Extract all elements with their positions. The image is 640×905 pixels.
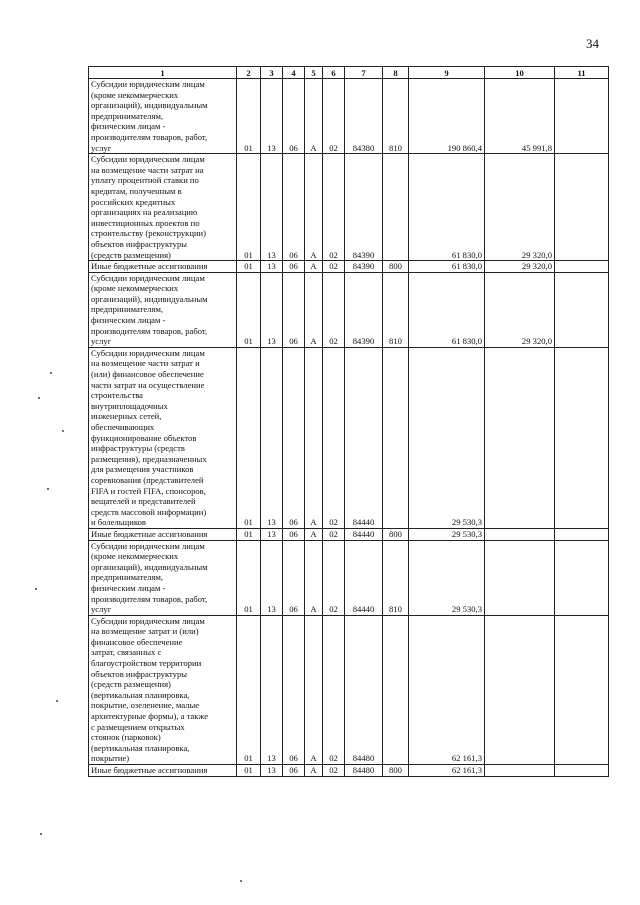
page-number: 34 (586, 36, 599, 51)
row-description (89, 272, 237, 347)
description-line: (кроме некоммерческих (91, 551, 179, 562)
description-line: физическим лицам - (91, 315, 166, 326)
table-cell: 06 (283, 261, 305, 273)
table-cell: 06 (283, 347, 305, 528)
description-line: предпринимателям, (91, 110, 164, 121)
description-line: Субсидии юридическим лицам (91, 540, 205, 551)
table-cell (485, 540, 555, 615)
description-line: Субсидии юридическим лицам (91, 347, 205, 358)
table-cell: 29 320,0 (485, 261, 555, 273)
table-cell (383, 615, 409, 764)
table-cell: 02 (323, 615, 345, 764)
table-cell: 84480 (345, 615, 383, 764)
table-row (89, 261, 609, 273)
table-row (89, 272, 609, 347)
description-line: услуг (91, 604, 112, 615)
table-cell: А (305, 272, 323, 347)
table-cell: 13 (261, 615, 283, 764)
column-header: 9 (409, 67, 485, 79)
table-cell: 06 (283, 79, 305, 154)
table-cell: 61 830,0 (409, 272, 485, 347)
table-cell: 61 830,0 (409, 261, 485, 273)
description-line: FIFA и гостей FIFA, спонсоров, (91, 485, 206, 496)
table-cell: 29 530,3 (409, 528, 485, 540)
table-cell: 800 (383, 261, 409, 273)
description-line: Иные бюджетные ассигнования (91, 261, 208, 272)
table-cell: 13 (261, 261, 283, 273)
table-cell: 84440 (345, 540, 383, 615)
column-header: 2 (237, 67, 261, 79)
table-cell: 01 (237, 528, 261, 540)
description-line: средств массовой информации) (91, 506, 207, 517)
description-line: физическим лицам - (91, 121, 166, 132)
description-line: вещателей и представителей (91, 496, 196, 507)
row-description (89, 528, 237, 540)
table-cell: 810 (383, 79, 409, 154)
table-cell (555, 765, 609, 777)
table-cell (383, 154, 409, 261)
table-cell (555, 261, 609, 273)
table-cell: 84380 (345, 79, 383, 154)
table-cell: А (305, 615, 323, 764)
description-line: стоянок (парковок) (91, 732, 161, 743)
table-cell (485, 528, 555, 540)
table-cell: 800 (383, 765, 409, 777)
description-line: предпринимателям, (91, 572, 164, 583)
row-description (89, 79, 237, 154)
description-line: строительству (реконструкции) (91, 228, 207, 239)
table-cell: 13 (261, 79, 283, 154)
table-cell: 13 (261, 154, 283, 261)
table-cell: 13 (261, 272, 283, 347)
column-header: 10 (485, 67, 555, 79)
scan-speck (240, 880, 242, 882)
table-cell: 29 320,0 (485, 154, 555, 261)
description-line: объектов инфраструктуры (91, 238, 188, 249)
table-cell: 62 161,3 (409, 765, 485, 777)
description-line: Иные бюджетные ассигнования (91, 528, 208, 539)
table-cell: 01 (237, 154, 261, 261)
table-body (89, 79, 609, 777)
table-cell: 02 (323, 79, 345, 154)
description-line: Субсидии юридическим лицам (91, 615, 205, 626)
description-line: на возмещение затрат и (или) (91, 626, 199, 637)
description-line: Субсидии юридическим лицам (91, 154, 205, 165)
table-cell: 13 (261, 540, 283, 615)
description-line: части затрат на осуществление (91, 379, 205, 390)
table-cell: А (305, 347, 323, 528)
scan-speck (40, 833, 42, 835)
description-line: Субсидии юридическим лицам (91, 272, 205, 283)
row-description (89, 347, 237, 528)
description-line: (вертикальная планировка, (91, 742, 190, 753)
table-cell (555, 154, 609, 261)
table-cell (555, 347, 609, 528)
row-description (89, 765, 237, 777)
column-header: 3 (261, 67, 283, 79)
description-line: покрытие) (91, 753, 130, 764)
table-cell: 01 (237, 79, 261, 154)
description-line: архитектурные формы), а также (91, 711, 209, 722)
table-cell: 06 (283, 615, 305, 764)
table-row (89, 765, 609, 777)
description-line: Иные бюджетные ассигнования (91, 765, 208, 775)
row-description (89, 154, 237, 261)
table-cell (485, 615, 555, 764)
description-line: инвестиционных проектов по (91, 217, 200, 228)
description-line: внутриплощадочных (91, 400, 168, 411)
table-cell: 84390 (345, 154, 383, 261)
column-header: 5 (305, 67, 323, 79)
description-line: (или) финансовое обеспечение (91, 369, 204, 380)
description-line: инфраструктуры (средств (91, 443, 185, 454)
table-cell: 02 (323, 261, 345, 273)
table-cell: 62 161,3 (409, 615, 485, 764)
budget-table (88, 66, 609, 777)
table-cell: 61 830,0 (409, 154, 485, 261)
table-cell: 02 (323, 528, 345, 540)
table-cell: 190 860,4 (409, 79, 485, 154)
table-cell: 84390 (345, 261, 383, 273)
table-cell: 02 (323, 272, 345, 347)
scan-speck (62, 430, 64, 432)
table-cell (555, 79, 609, 154)
table-cell: 29 530,3 (409, 347, 485, 528)
table-cell: 02 (323, 154, 345, 261)
table-cell: 01 (237, 765, 261, 777)
description-line: (средств размещения) (91, 679, 171, 690)
description-line: размещения), предназначенных (91, 453, 207, 464)
table-cell (485, 347, 555, 528)
table-row (89, 540, 609, 615)
table-header-row (89, 67, 609, 79)
table-cell: 13 (261, 347, 283, 528)
description-line: российских кредитных (91, 196, 176, 207)
scan-speck (56, 700, 58, 702)
table-cell: 01 (237, 272, 261, 347)
description-line: организаций), индивидуальным (91, 100, 208, 111)
table-row (89, 154, 609, 261)
description-line: покрытие, озеленение, малые (91, 700, 200, 711)
table-row (89, 347, 609, 528)
column-header: 7 (345, 67, 383, 79)
table-cell: 810 (383, 540, 409, 615)
table-cell: А (305, 154, 323, 261)
table-cell: А (305, 261, 323, 273)
column-header: 8 (383, 67, 409, 79)
description-line: инженерных сетей, (91, 411, 162, 422)
description-line: производителям товаров, работ, (91, 593, 208, 604)
description-line: (средств размещения) (91, 249, 171, 260)
table-cell: 29 530,3 (409, 540, 485, 615)
table-cell (555, 540, 609, 615)
column-header: 11 (555, 67, 609, 79)
description-line: строительства (91, 390, 143, 401)
description-line: организациях на реализацию (91, 207, 198, 218)
description-line: кредитам, полученным в (91, 185, 182, 196)
description-line: (кроме некоммерческих (91, 89, 179, 100)
description-line: и болельщиков (91, 517, 146, 528)
table-cell: 01 (237, 347, 261, 528)
table-cell: 13 (261, 765, 283, 777)
table-row (89, 615, 609, 764)
table-cell: 06 (283, 528, 305, 540)
description-line: функционирование объектов (91, 432, 197, 443)
table-row (89, 79, 609, 154)
table-cell: 01 (237, 261, 261, 273)
description-line: физическим лицам - (91, 582, 166, 593)
description-line: Субсидии юридическим лицам (91, 79, 205, 89)
description-line: на возмещение части затрат на (91, 164, 204, 175)
description-line: уплату процентной ставки по (91, 175, 199, 186)
table-cell: 06 (283, 765, 305, 777)
table-cell: А (305, 79, 323, 154)
table-cell: 29 320,0 (485, 272, 555, 347)
description-line: производителям товаров, работ, (91, 131, 208, 142)
description-line: организаций), индивидуальным (91, 561, 208, 572)
description-line: услуг (91, 336, 112, 347)
description-line: обеспечивающих (91, 422, 155, 432)
scan-speck (50, 372, 52, 374)
table-cell: 02 (323, 765, 345, 777)
table-cell (555, 528, 609, 540)
table-cell: 84440 (345, 528, 383, 540)
table-cell: 06 (283, 154, 305, 261)
description-line: с размещением открытых (91, 721, 185, 732)
description-line: на возмещение части затрат и (91, 358, 200, 369)
description-line: предпринимателям, (91, 304, 164, 315)
description-line: производителям товаров, работ, (91, 325, 208, 336)
description-line: организаций), индивидуальным (91, 293, 208, 304)
table-cell: 06 (283, 272, 305, 347)
column-header: 6 (323, 67, 345, 79)
table-cell (485, 765, 555, 777)
table-cell: 84480 (345, 765, 383, 777)
description-line: финансовое обеспечение (91, 636, 183, 647)
table-cell: 45 991,8 (485, 79, 555, 154)
description-line: объектов инфраструктуры (91, 668, 188, 679)
table-cell: 02 (323, 347, 345, 528)
row-description (89, 540, 237, 615)
row-description (89, 261, 237, 273)
column-header: 1 (89, 67, 237, 79)
table-cell: А (305, 765, 323, 777)
table-cell: 13 (261, 528, 283, 540)
description-line: благоустройством территории (91, 658, 202, 669)
table-cell (383, 347, 409, 528)
table-cell (555, 615, 609, 764)
table-cell: 800 (383, 528, 409, 540)
description-line: затрат, связанных с (91, 647, 162, 658)
table-cell: 06 (283, 540, 305, 615)
description-line: для размещения участников (91, 464, 194, 475)
table-row (89, 528, 609, 540)
description-line: услуг (91, 142, 112, 153)
table-cell (555, 272, 609, 347)
table-cell: 02 (323, 540, 345, 615)
table-cell: 84390 (345, 272, 383, 347)
scan-speck (47, 488, 49, 490)
table-cell: 01 (237, 540, 261, 615)
scan-speck (35, 588, 37, 590)
table-cell: 84440 (345, 347, 383, 528)
scan-speck (38, 397, 40, 399)
description-line: соревнования (представителей (91, 474, 204, 485)
table-cell: А (305, 528, 323, 540)
table-cell: 810 (383, 272, 409, 347)
description-line: (кроме некоммерческих (91, 283, 179, 294)
row-description (89, 615, 237, 764)
table-cell: А (305, 540, 323, 615)
column-header: 4 (283, 67, 305, 79)
table-cell: 01 (237, 615, 261, 764)
description-line: (вертикальная планировка, (91, 689, 190, 700)
